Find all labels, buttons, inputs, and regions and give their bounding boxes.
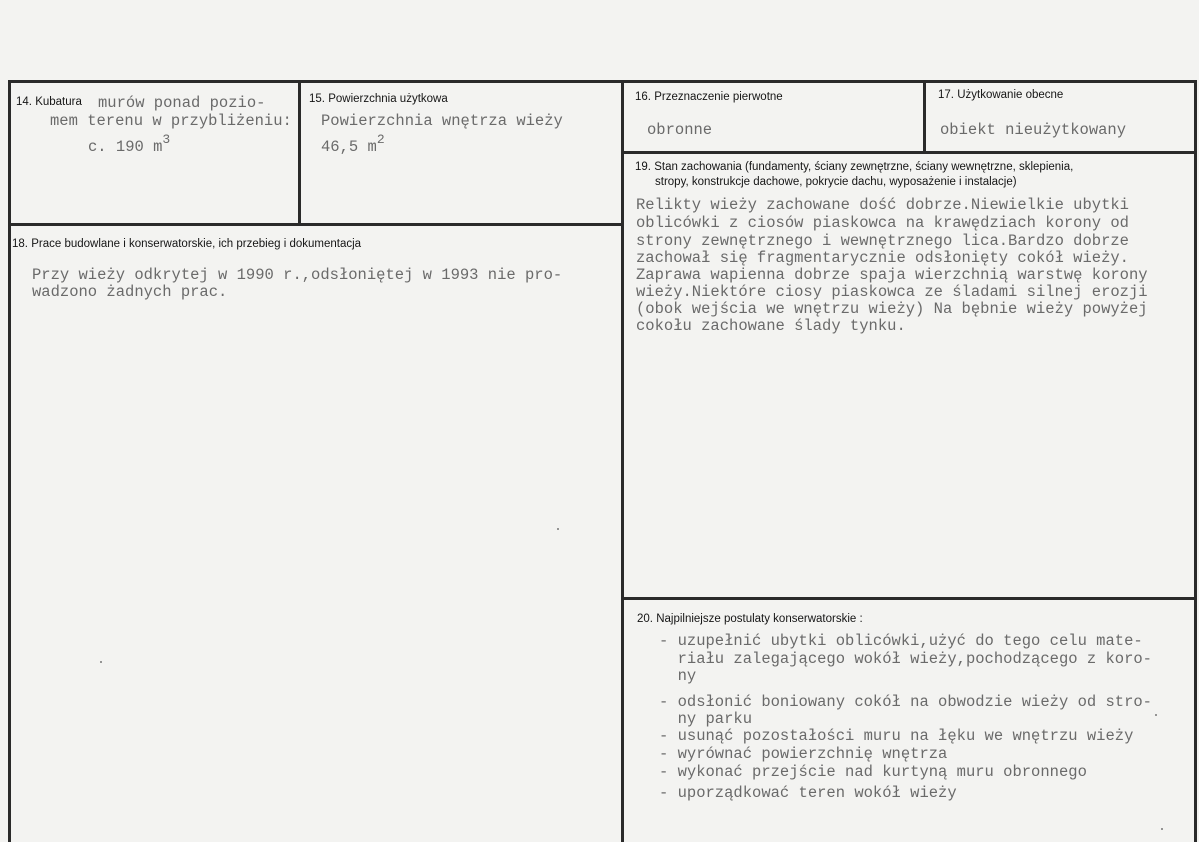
- field-14-value-line-1: murów ponad pozio-: [98, 94, 266, 112]
- scan-speck: [1155, 714, 1157, 716]
- field-19-value-line-1: Relikty wieży zachowane dość dobrze.Niewielkie ubytki: [636, 196, 1129, 214]
- field-16-value: obronne: [647, 121, 713, 139]
- field-19-value-line-8: cokołu zachowane ślady tynku.: [636, 317, 906, 335]
- rule-below-19: [621, 597, 1197, 600]
- field-14-label: 14. Kubatura: [16, 96, 82, 108]
- field-18-label: 18. Prace budowlane i konserwatorskie, ich przebieg i dokumentacja: [12, 238, 362, 250]
- field-17-value: obiekt nieużytkowany: [940, 121, 1127, 139]
- scan-speck: [100, 661, 102, 663]
- field-19-value-line-6: wieży.Niektóre ciosy piaskowca ze śladami silnej erozji: [636, 283, 1148, 301]
- field-20-value-line-1: - uzupełnić ubytki oblicówki,użyć do tego celu mate-: [659, 632, 1143, 650]
- scan-speck: [1161, 828, 1163, 830]
- right-border: [1194, 80, 1197, 842]
- field-20-value-line-3: ny: [659, 667, 697, 685]
- field-20-value-line-7: - wyrównać powierzchnię wnętrza: [659, 745, 948, 763]
- field-17-label: 17. Użytkowanie obecne: [938, 89, 1064, 101]
- field-20-value-line-6: - usunąć pozostałości muru na łęku we wnętrzu wieży: [659, 727, 1134, 745]
- field-14-value-line-2: mem terenu w przybliżeniu:: [50, 112, 292, 130]
- field-19-value-line-4: zachował się fragmentarycznie odsłonięty cokół wieży.: [636, 249, 1129, 267]
- field-19-value-line-2: oblicówki z ciosów piaskowca na krawędziach korony od: [636, 214, 1129, 232]
- field-19-value-line-7: (obok wejścia we wnętrzu wieży) Na bębnie wieży powyżej: [636, 300, 1148, 318]
- field-20-value-line-9: - uporządkować teren wokół wieży: [659, 784, 957, 802]
- field-15-value-line-2: 46,5 $m^2$: [321, 132, 385, 156]
- field-14-value-line-3: c. 190 $m^3$: [88, 132, 171, 156]
- field-20-value-line-4: - odsłonić boniowany cokół na obwodzie wieży od stro-: [659, 693, 1152, 711]
- field-15-value-line-1: Powierzchnia wnętrza wieży: [321, 112, 563, 130]
- field-18-value-line-1: Przy wieży odkrytej w 1990 r.,odsłoniętej w 1993 nie pro-: [32, 266, 563, 284]
- top-rule: [8, 80, 1197, 83]
- rule-below-16-17: [621, 151, 1197, 154]
- center-divider: [621, 80, 624, 842]
- divider-14-15: [298, 80, 301, 225]
- field-19-value-line-3: strony zewnętrznego i wewnętrznego lica.Bardzo dobrze: [636, 232, 1129, 250]
- field-20-value-line-2: riału zalegającego wokół wieży,pochodzącego z koro-: [659, 650, 1152, 668]
- field-19-label-line-1: 19. Stan zachowania (fundamenty, ściany zewnętrzne, ściany wewnętrzne, sklepienia,: [635, 161, 1074, 173]
- field-20-label: 20. Najpilniejsze postulaty konserwatorskie :: [637, 613, 863, 625]
- field-20-value-line-5: ny parku: [659, 710, 753, 728]
- divider-16-17: [923, 80, 926, 152]
- scan-speck: [557, 528, 559, 530]
- field-19-value-line-5: Zaprawa wapienna dobrze spaja wierzchnią warstwę korony: [636, 266, 1148, 284]
- left-border: [8, 80, 11, 842]
- field-19-label-line-2: stropy, konstrukcje dachowe, pokrycie dachu, wyposażenie i instalacje): [655, 176, 1017, 188]
- field-20-value-line-8: - wykonać przejście nad kurtyną muru obronnego: [659, 763, 1087, 781]
- field-15-label: 15. Powierzchnia użytkowa: [309, 93, 448, 105]
- field-18-value-line-2: wadzono żadnych prac.: [32, 283, 228, 301]
- field-16-label: 16. Przeznaczenie pierwotne: [635, 91, 783, 103]
- rule-below-14-15: [8, 223, 622, 226]
